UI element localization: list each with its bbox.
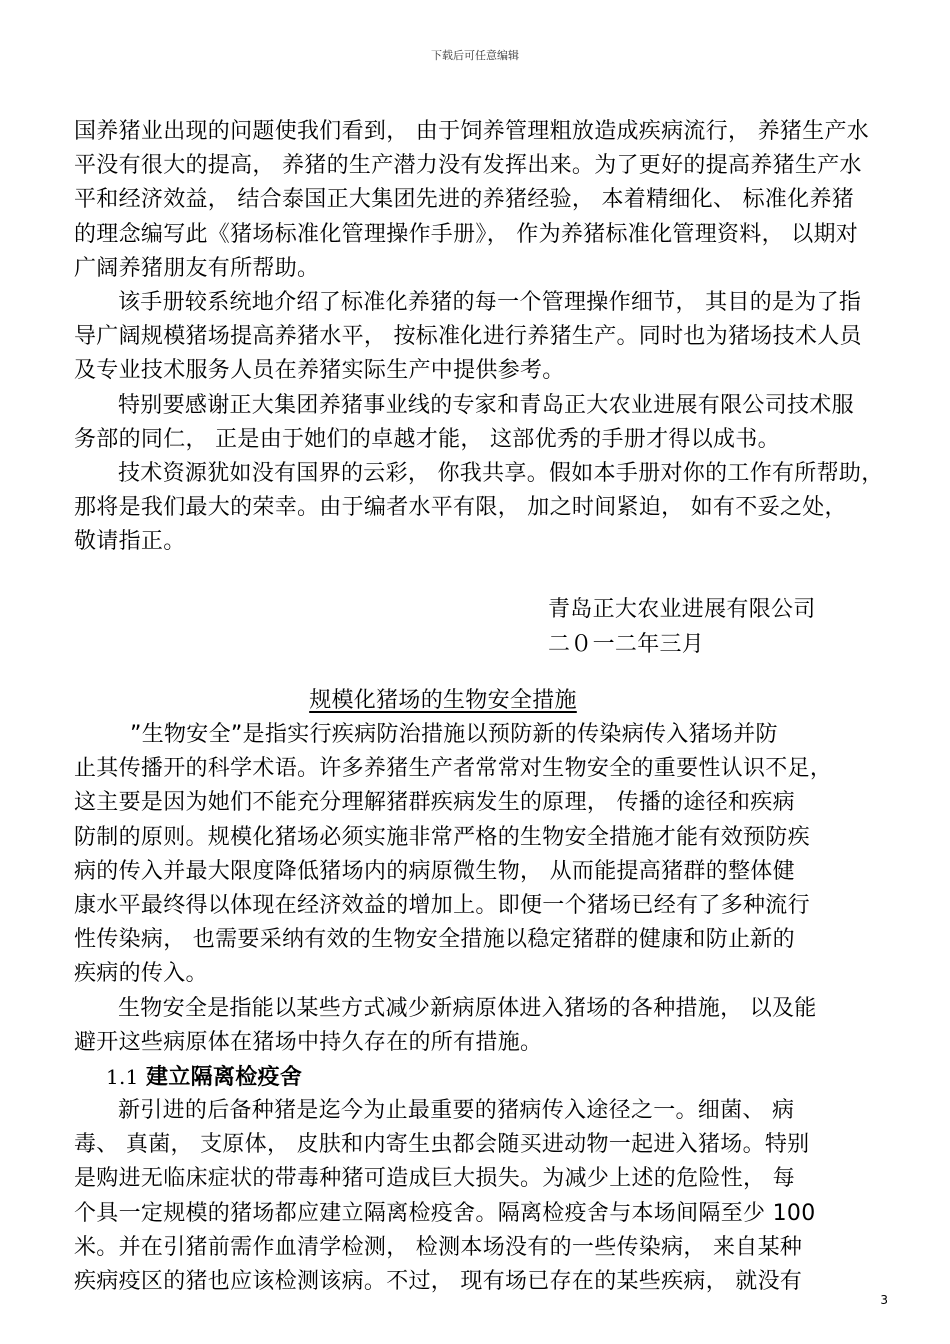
signature-company: 青岛正大农业进展有限公司 xyxy=(548,597,816,623)
text-line: 的理念编写此《猪场标准化管理操作手册》， 作为养猪标准化管理资料， 以期对 xyxy=(74,221,859,247)
section-paragraph-2 xyxy=(74,992,892,1060)
text-line: 那将是我们最大的荣幸。由于编者水平有限， 加之时间紧迫， 如有不妥之处， xyxy=(74,495,847,521)
text-line: 个具一定规模的猪场都应建立隔离检疫舍。隔离检疫舍与本场间隔至少 100 xyxy=(74,1200,816,1226)
text-line: 性传染病， 也需要采纳有效的生物安全措施以稳定猪群的健康和防止新的 xyxy=(74,927,795,953)
page-number: 3 xyxy=(880,1293,888,1307)
text-line: 止其传播开的科学术语。许多养猪生产者常常对生物安全的重要性认识不足， xyxy=(74,756,833,782)
text-line: 及专业技术服务人员在养猪实际生产中提供参考。 xyxy=(74,358,565,384)
subsection-number: 1.1 xyxy=(106,1064,139,1089)
subsection-title: 建立隔离检疫舍 xyxy=(146,1064,303,1090)
text-line: 特别要感谢正大集团养猪事业线的专家和青岛正大农业进展有限公司技术服 xyxy=(118,392,854,418)
document-body xyxy=(74,115,892,1299)
text-line: 防制的原则。规模化猪场必须实施非常严格的生物安全措施才能有效预防疾 xyxy=(74,824,810,850)
text-line: 生物安全是指能以某些方式减少新病原体进入猪场的各种措施， 以及能 xyxy=(118,995,817,1021)
text-line: 平和经济效益， 结合泰国正大集团先进的养猪经验， 本着精细化、 标准化养猪 xyxy=(74,187,855,213)
text-line: 避开这些病原体在猪场中持久存在的所有措施。 xyxy=(74,1029,543,1055)
preface-paragraph-1 xyxy=(74,115,892,286)
text-line: 是购进无临床症状的带毒种猪可造成巨大损失。为减少上述的危险性， 每 xyxy=(74,1166,795,1192)
section-paragraph-1 xyxy=(74,718,892,992)
text-line: 康水平最终得以体现在经济效益的增加上。即便一个猪场已经有了多种流行 xyxy=(74,892,810,918)
spacer xyxy=(74,559,892,593)
spacer xyxy=(74,662,892,684)
preface-paragraph-4 xyxy=(74,457,892,560)
text-line: 广阔养猪朋友有所帮助。 xyxy=(74,255,320,281)
text-line: 务部的同仁， 正是由于她们的卓越才能， 这部优秀的手册才得以成书。 xyxy=(74,426,780,452)
text-line: 这主要是因为她们不能充分理解猪群疾病发生的原理， 传播的途径和疾病 xyxy=(74,790,795,816)
text-line: 敬请指正。 xyxy=(74,529,186,555)
text-line: 疾病疫区的猪也应该检测该病。不过， 现有场已存在的某些疾病， 就没有 xyxy=(74,1269,803,1294)
text-line: 平没有很大的提高， 养猪的生产潜力没有发挥出来。为了更好的提高养猪生产水 xyxy=(74,153,862,179)
preface-paragraph-2 xyxy=(74,286,892,389)
text-line: 导广阔规模猪场提高养猪水平， 按标准化进行养猪生产。同时也为猪场技术人员 xyxy=(74,324,862,350)
text-line: 疾病的传入。 xyxy=(74,961,208,987)
text-line: 国养猪业出现的问题使我们看到， 由于饲养管理粗放造成疾病流行， 养猪生产水 xyxy=(74,119,870,144)
page-header: 下载后可任意编辑 xyxy=(431,49,519,62)
text-line: 技术资源犹如没有国界的云彩， 你我共享。假如本手册对你的工作有所帮助， xyxy=(118,460,884,486)
text-line: 该手册较系统地介绍了标准化养猪的每一个管理操作细节， 其目的是为了指 xyxy=(118,289,862,315)
text-line: ”生物安全”是指实行疾病防治措施以预防新的传染病传入猪场并防 xyxy=(130,722,778,747)
text-line: 病的传入并最大限度降低猪场内的病原微生物， 从而能提高猪群的整体健 xyxy=(74,858,795,884)
text-line: 新引进的后备种猪是迄今为止最重要的猪病传入途径之一。细菌、 病 xyxy=(118,1098,795,1124)
section-paragraph-3 xyxy=(74,1094,892,1299)
subsection-heading xyxy=(74,1060,892,1094)
section-title: 规模化猪场的生物安全措施 xyxy=(309,687,577,713)
signature-date: 二０一二年三月 xyxy=(548,631,705,657)
text-line: 米。并在引猪前需作血清学检测， 检测本场没有的一些传染病， 来自某种 xyxy=(74,1234,803,1260)
text-line: 毒、 真菌， 支原体， 皮肤和内寄生虫都会随买进动物一起进入猪场。特别 xyxy=(74,1132,810,1158)
preface-paragraph-3 xyxy=(74,389,892,457)
